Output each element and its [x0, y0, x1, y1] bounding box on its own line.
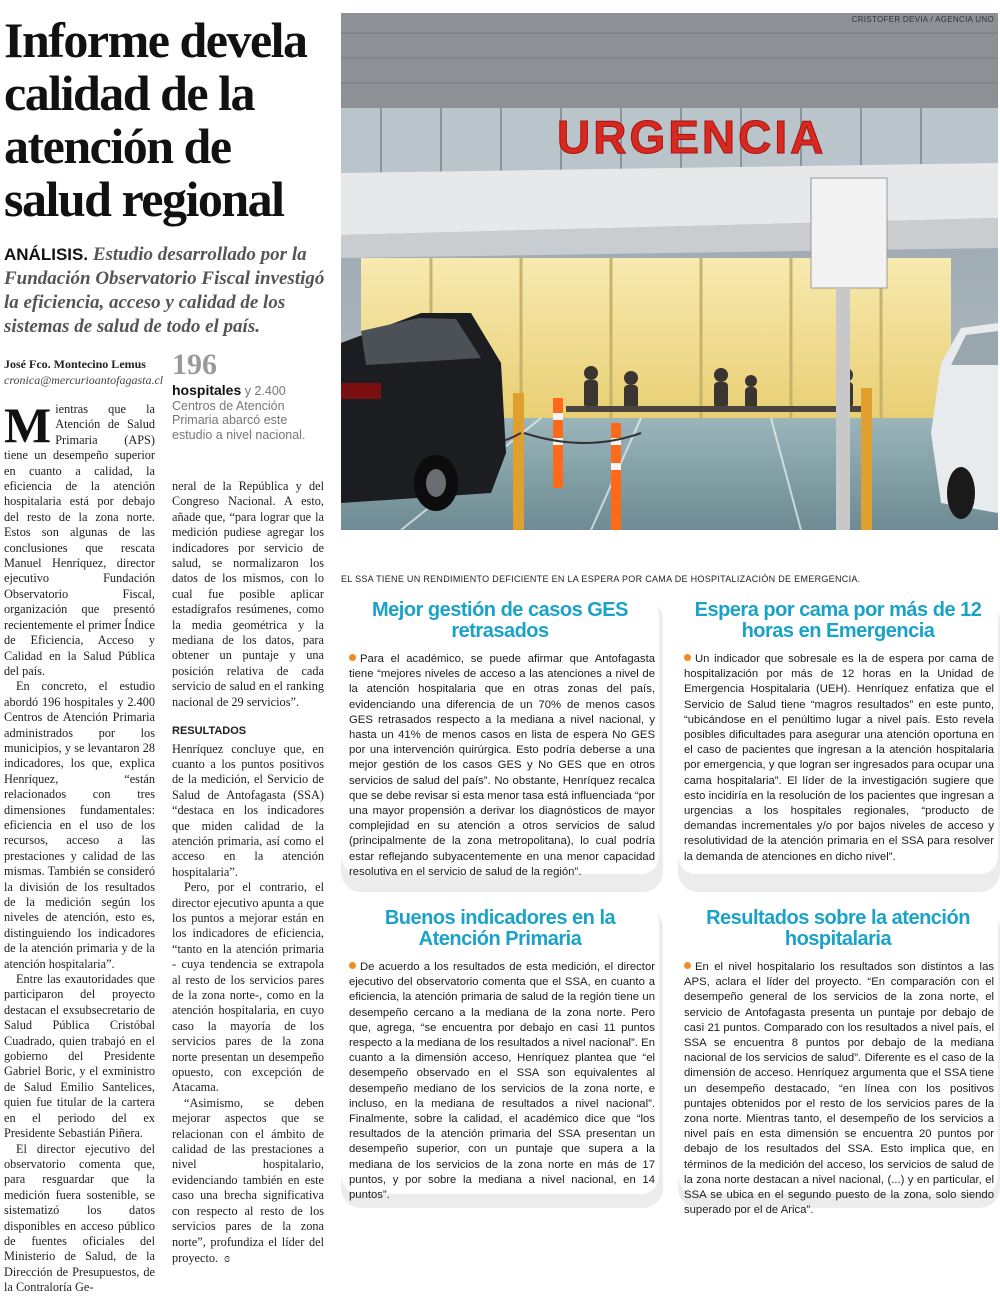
urgencia-photo: [341, 13, 998, 530]
headline: Informe devela calidad de la atención de salud regional: [4, 12, 307, 227]
stat-number: 196: [172, 348, 217, 381]
box-title: Mejor gestión de casos GES retrasados: [372, 599, 628, 642]
paragraph: Henríquez concluye que, en cuanto a los puntos positivos de la medición, el Servicio de Salud de Antofagasta (SSA) “destaca en los indicadores que miden calidad de la atención primaria, así como el acceso en la atención hospitalaria”.: [172, 741, 324, 879]
author-name: José Fco. Montecino Lemus: [4, 357, 146, 371]
box-title: Espera por cama por más de 12 horas en Emergencia: [694, 599, 982, 642]
car-left: [341, 313, 506, 511]
bullet-icon: [684, 962, 691, 969]
subhead-text: Estudio desarrollado por la Fundación Observatorio Fiscal investigó la eficiencia, acceso y calidad de los sistemas de salud de todo el país.: [4, 244, 325, 337]
bullet-icon: [684, 654, 691, 661]
end-mark: ɞ: [224, 1249, 230, 1265]
stat-label: hospitales: [172, 382, 242, 398]
urgencia-sign: URGENCIA: [557, 111, 827, 163]
body-column-1: [4, 397, 155, 1296]
stat-text: y 2.400 Centros de Atención Primaria abarcó este estudio a nivel nacional.: [172, 384, 306, 442]
box-text: Para el académico, se puede afirmar que Antofagasta tiene “mejores niveles de acceso a las atenciones a nivel de la atención hospitalaria que en otras zonas del país, evidenciando una diferencia de un 70% de menos casos GES retrasados respecto a la mediana a nivel nacional, y hasta un 41% de menos casos en lista de espera No GES por una intervención quirúrgica. Esto podría deberse a una mejor gestión de los casos GES y No GES que en otros servicios de salud del país”. No obstante, Henríquez recalca que se debe revisar si esta menor tasa está influenciada “por una mayor propensión a derivar los diagnósticos de mayor complejidad en su atención a otros servicios de salud (principalmente de la zona metropolitana), lo cual podría estar reflejando subyacentemente en una menor capacidad resolutiva en el servicio de salud de la región”.: [349, 653, 655, 878]
byline: [4, 356, 164, 388]
section-tag: ANÁLISIS.: [4, 245, 89, 264]
box-text: En el nivel hospitalario los resultados son distintos a las APS, aclara el líder del proyecto. “En comparación con el desempeño general de los servicios de la zona norte, el servicio de Antofagasta presenta un puntaje por debajo de casi 21 puntos. Comparado con los resultados a nivel país, el SSA se encuentra 8 puntos por debajo de la mediana nacional de los servicios de salud”. Diferente es el caso de la dimensión de acceso. Henríquez argumenta que el SSA tiene un desempeño destacado, “en línea con los positivos puntajes obtenidos por el resto de los servicios pares de la zona norte. Mientras tanto, el desempeño de los servicios a nivel país en esta dimensión se encuentra 20 puntos por debajo de los resultados del SSA. Esto implica que, en términos de la medición del acceso, los servicios de salud de la zona norte destacan a nivel nacional, (...) y en particular, el SSA se ubica en el segundo puesto de la zona, solo siendo superado por el de Arica”.: [684, 961, 994, 1217]
paragraph: “Asimismo, se deben mejorar aspectos que se relacionan con el ámbito de calidad de las prestaciones a nivel hospitalario, evidenciando también en este caso una brecha significativa con respecto al resto de los servicios pares de la zona norte”, profundiza el líder del proyecto. ɞ: [172, 1095, 324, 1265]
paragraph: En concreto, el estudio abordó 196 hospitales y 2.400 Centros de Atención Primaria administrados por los municipios, y se levantaron 28 indicadores, los que, explica Henríquez, “están relacionados con tres dimensiones fundamentales: eficiencia en el uso de los recursos, acceso a las prestaciones y calidad de las mismas. También se consideró la división de los resultados de la medición según los niveles de atención, esto es, distinguiendo los indicadores de la atención primaria y de la atención hospitalaria”.: [4, 679, 155, 971]
body-column-2: [172, 479, 324, 1266]
photo-illustration: [341, 13, 998, 530]
bullet-icon: [349, 654, 356, 661]
box-espera: [678, 596, 998, 874]
box-title: Buenos indicadores en la Atención Primaria: [384, 907, 616, 950]
photo-credit: CRISTOFER DEVIA / AGENCIA UNO: [851, 15, 994, 24]
paragraph: Entre las exautoridades que participaron del proyecto destacan el exsubsecretario de Salud Pública Cristóbal Cuadrado, quien trabajó en el gobierno del Presidente Gabriel Boric, y el exministro de Salud Emilio Santelices, quien fue titular de la cartera en el periodo del ex Presidente Sebastián Piñera.: [4, 972, 155, 1141]
subhead: [4, 243, 330, 339]
author-email[interactable]: cronica@mercurioantofagasta.cl: [4, 373, 164, 387]
paragraph: Mientras que la Atención de Salud Primaria (APS) tiene un desempeño superior en cuanto a calidad, la eficiencia de la atención hospitalaria está por debajo del resto de la zona norte. Estos son algunas de las conclusiones que rescata Manuel Henríquez, director ejecutivo Fundación Observatorio Fiscal, organización que presentó recientemente el primer Índice de Eficiencia, Acceso y Calidad en la Salud Pública del país.: [4, 397, 155, 678]
box-hospitalaria: [678, 904, 998, 1217]
box-aps: [341, 904, 659, 1202]
box-text: Un indicador que sobresale es la de espera por cama de hospitalización por más de 12 horas en la Unidad de Emergencia Hospitalaria (UEH). Henríquez enfatiza que el Servicio de Salud tiene “magros resultados” en este punto, “ubicándose en el penúltimo lugar a nivel país. Esto revela posibles dificultades para asegurar una atención oportuna en el caso de pacientes que ingresan a la atención hospitalaria por emergencia, y que logran ser ingresados para ocupar una cama hospitalaria”. El líder de la investigación sugiere que esto incidiría en la resolución de los pacientes que ingresan a urgencias a los hospitales regionales, “producto de demandas incrementales y/o por bajos niveles de acceso y resolutividad de la atención primaria en el SSA para resolver la demanda de atenciones en dicho nivel”.: [684, 653, 994, 863]
paragraph: El director ejecutivo del observatorio comenta que, para resguardar que la medición fuera sostenible, se sistematizó los datos disponibles en acceso público de fuentes oficiales del Ministerio de Salud, de la Dirección de Presupuestos, de la Contraloría Ge-: [4, 1141, 155, 1295]
box-ges: [341, 596, 659, 878]
box-text: De acuerdo a los resultados de esta medición, el director ejecutivo del observatorio comenta que el SSA, en cuanto a eficiencia, la atención primaria de salud de la región tiene un desempeño cercano a la mediana de la zona norte. Pero que, agrega, “se encuentra por debajo en casi 11 puntos respecto a la mediana de los resultados a nivel nacional”. En cuanto a la dimensión acceso, Henríquez plantea que “el desempeño observado en el SSA son equivalentes al desempeño mediano de los servicios de la zona norte, e incluso, en la mediana de resultados a nivel nacional”. Finalmente, sobre la calidad, el académico dice que “los resultados de la atención primaria del SSA presentan un desempeño superior, con un puntaje que supera a la mediana de los servicios de la zona norte en más de 17 puntos, y por sobre la mediana a nivel nacional, en 14 puntos”.: [349, 961, 655, 1202]
stat-callout: [172, 383, 322, 442]
bullet-icon: [349, 962, 356, 969]
paragraph: neral de la República y del Congreso Nacional. A esto, añade que, “para lograr que la medición pudiese agregar los indicadores por servicio de salud, se normalizaron los datos de los mismos, con lo cual fue posible aplicar estadígrafos resúmenes, como la media geométrica y la mediana de los datos, para obtener un puntaje y una posición relativa de cada servicio de salud en el ranking nacional de 29 servicios”.: [172, 479, 324, 709]
dropcap: M: [4, 397, 52, 453]
paragraph: Pero, por el contrario, el director ejecutivo apunta a que los puntos a mejorar están en los indicadores de eficiencia, “tanto en la atención primaria - cuya tendencia se extrapola al resto de los servicios pares de la zona norte-, como en la atención hospitalaria, en cuyo caso la mayoría de los servicios pares de la zona norte presentan un desempeño opuesto, con excepción de Atacama.: [172, 880, 324, 1095]
photo-caption: EL SSA TIENE UN RENDIMIENTO DEFICIENTE EN LA ESPERA POR CAMA DE HOSPITALIZACIÓN DE EMERGENCIA.: [341, 574, 861, 584]
box-title: Resultados sobre la atención hospitalaria: [706, 907, 970, 950]
section-subtitle: RESULTADOS: [172, 725, 247, 738]
